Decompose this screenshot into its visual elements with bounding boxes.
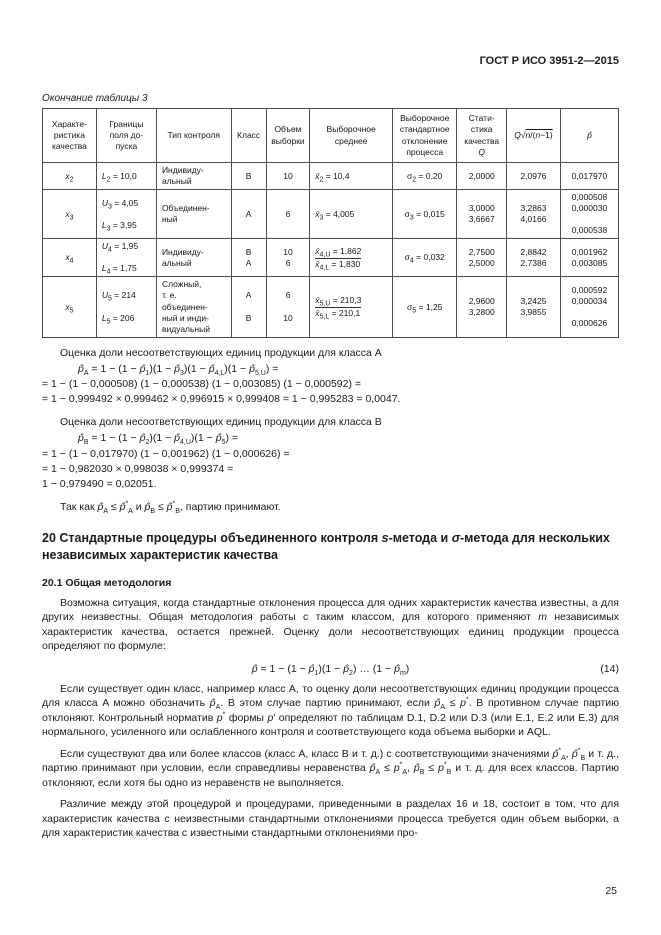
table-cell: $U_5 = 214$ $L_5 = 206$	[96, 277, 156, 337]
table-cell: 6	[266, 190, 310, 239]
formula-number: (14)	[600, 662, 619, 675]
table-cell: 0,000508 0,000030 0,000538	[560, 190, 618, 239]
column-header: Выборочное стандартное отклонение процесса	[393, 109, 457, 163]
table-cell: 10 6	[266, 239, 310, 277]
table-cell: 2,0000	[457, 163, 507, 190]
column-header: Класс	[231, 109, 266, 163]
formula-expression: p̂ = $1 - (1 - p̂_1)(1$ − $p̂_2$) … $(1 - p̂_m)$	[251, 662, 410, 677]
formula-line: = 1 − (1 − 0,017970) (1 − 0,001962) (1 − 0,000626) =	[42, 447, 290, 460]
paragraph-two-classes: Если существуют два или более классов (класс A, класс B и т. д.) с соответствующими значениями $p̂^*_A$, $p̂^*_B$ и т. д., партию принимают при условии, если справедливы неравенства $p̂_A \le p^*_A$, $p̂_B \le p^*_B$ и т. д. для всех классов. Партию отклоняют, если хотя бы одно из неравенств не выполняется.	[42, 747, 620, 789]
table-cell: $x̄_{5,U} = 210,3$ $x̄_{5,L} = 210,1$	[310, 277, 393, 337]
table-caption: Окончание таблицы 3	[42, 93, 148, 104]
column-header: Стати- стика качества Q	[457, 109, 507, 163]
table-cell: $U_4 = 1,95$ $L_4 = 1,75$	[96, 239, 156, 277]
table-cell: $x_5$	[43, 277, 97, 337]
table-cell: 3,2863 4,0166	[507, 190, 561, 239]
table-cell: $x̄_3 = 4,005$	[310, 190, 393, 239]
formula-class-a	[42, 362, 619, 408]
table-row	[43, 163, 619, 190]
table-cell: 0,017970	[560, 163, 618, 190]
table-cell: 2,9600 3,2800	[457, 277, 507, 337]
class-a-caption: Оценка доли несоответствующих единиц продукции для класса A	[60, 346, 382, 359]
table-cell: $x_3$	[43, 190, 97, 239]
table-cell: B A	[231, 239, 266, 277]
table-cell: Объединен- ный	[156, 190, 231, 239]
column-header: Границы поля до- пуска	[96, 109, 156, 163]
column-header: p̂	[560, 109, 618, 163]
table-row	[43, 239, 619, 277]
table-cell: 3,0000 3,6667	[457, 190, 507, 239]
table-header-row	[43, 109, 619, 163]
content-area	[42, 55, 619, 841]
table-cell: Индивиду- альный	[156, 239, 231, 277]
table-cell: 3,2425 3,9855	[507, 277, 561, 337]
table-cell: B	[231, 163, 266, 190]
table-cell: $\sigma_3 = 0,015$	[393, 190, 457, 239]
paragraph-one-class: Если существует один класс, например класс A, то оценку доли несоответствующих единиц продукции процесса для класса A можно обозначить $p̂_A$. В этом случае партию принимают, если $p̂_A \le p^*$. В противном случае партию отклоняют. Контрольный норматив p* формы p′ определяют по таблицам D.1, D.2 или D.3 (или E.1, E.2 или E.3) для нормального, усиленного или ослабленного контроля и соответствующего кода объема выборки и AQL.	[42, 682, 619, 739]
table-cell: 2,0976	[507, 163, 561, 190]
table-body	[43, 163, 619, 338]
table-head	[43, 109, 619, 163]
formula-line: 1 − 0,979490 = 0,02051.	[42, 477, 157, 490]
column-header: Тип контроля	[156, 109, 231, 163]
formula-line: = 1 − 0,999492 × 0,999462 × 0,996915 × 0,999408 = 1 − 0,995283 = 0,0047.	[42, 393, 401, 406]
column-header: Выборочное среднее	[310, 109, 393, 163]
table-cell: $\sigma_4 = 0,032$	[393, 239, 457, 277]
table-cell: $x_4$	[43, 239, 97, 277]
table-row	[43, 190, 619, 239]
column-header: Q√n/(n−1)	[507, 109, 561, 163]
table-cell: $x_2$	[43, 163, 97, 190]
formula-line: = 1 − 0,982030 × 0,998038 × 0,999374 =	[42, 462, 234, 475]
table-cell: $U_3 = 4,05$ $L_3 = 3,95$	[96, 190, 156, 239]
conclusion-text: Так как $p̂_A$ ≤ $p̂^*_A$ и $p̂_B$ ≤ $p̂^*_B$, партию принимают.	[60, 500, 281, 516]
formula-class-b	[42, 431, 619, 492]
section-20-1-heading: 20.1 Общая методология	[42, 576, 172, 589]
table-cell: 2,7500 2,5000	[457, 239, 507, 277]
table-cell: $\sigma_2 = 0,20$	[393, 163, 457, 190]
section-20-heading: 20 Стандартные процедуры объединенного контроля s-метода и σ-метода для нескольких независимых характеристик качества	[42, 531, 610, 563]
table-cell: 6 10	[266, 277, 310, 337]
table-cell: 10	[266, 163, 310, 190]
formula-14	[42, 663, 619, 675]
paragraph-difference: Различие между этой процедурой и процедурами, приведенными в разделах 16 и 18, состоит в том, что для характеристик качества с неизвестными стандартными отклонениями процесса требуется один объем выборки, а для характеристик качества с известными стандартными отклонениями про-	[42, 798, 619, 840]
table-cell: 2,8842 2,7386	[507, 239, 561, 277]
table-cell: $x̄_2 = 10,4$	[310, 163, 393, 190]
class-b-caption: Оценка доли несоответствующих единиц продукции для класса B	[60, 416, 382, 429]
formula-line: $p̂_A = 1 - (1$ − $p̂_1)(1$ − $p̂_3)(1$ − $p̂_{4,L})(1$ − $p̂_{5,U}$) =	[78, 362, 279, 377]
table-row	[43, 277, 619, 337]
table-cell: A B	[231, 277, 266, 337]
column-header: Характе- ристика качества	[43, 109, 97, 163]
column-header: Объем выборки	[266, 109, 310, 163]
table-3	[42, 108, 619, 338]
table-cell: Индивиду- альный	[156, 163, 231, 190]
page-number: 25	[605, 885, 617, 897]
formula-line: $p̂_B = 1 - (1$ − $p̂_2)(1$ − $p̂_{4,U})(1$ − $p̂_5$) =	[78, 432, 239, 447]
table-cell: 0,001962 0,003085	[560, 239, 618, 277]
doc-number: ГОСТ Р ИСО 3951-2—2015	[479, 55, 619, 67]
table-cell: $\sigma_5 = 1,25$	[393, 277, 457, 337]
table-cell: $L_2 = 10,0$	[96, 163, 156, 190]
table-cell: 0,000592 0,000034 0,000626	[560, 277, 618, 337]
formula-line: = 1 − (1 − 0,000508) (1 − 0,000538) (1 − 0,003085) (1 − 0,000592) =	[42, 377, 362, 390]
paragraph-methodology: Возможна ситуация, когда стандартные отклонения процесса для одних характеристик качества известны, а для других неизвестны. Общая методология работы с таким классом, для которого применяют m независимых характеристик качества, остается прежней. Оценку доли несоответствующих единиц продукции процесса определяют по формуле:	[42, 596, 620, 653]
table-cell: $x̄_{4,U} = 1,862$ $x̄_{4,L} = 1,830$	[310, 239, 393, 277]
table-cell: Сложный, т. е. объединен- ный и инди- видуальный	[156, 277, 231, 337]
table-cell: A	[231, 190, 266, 239]
